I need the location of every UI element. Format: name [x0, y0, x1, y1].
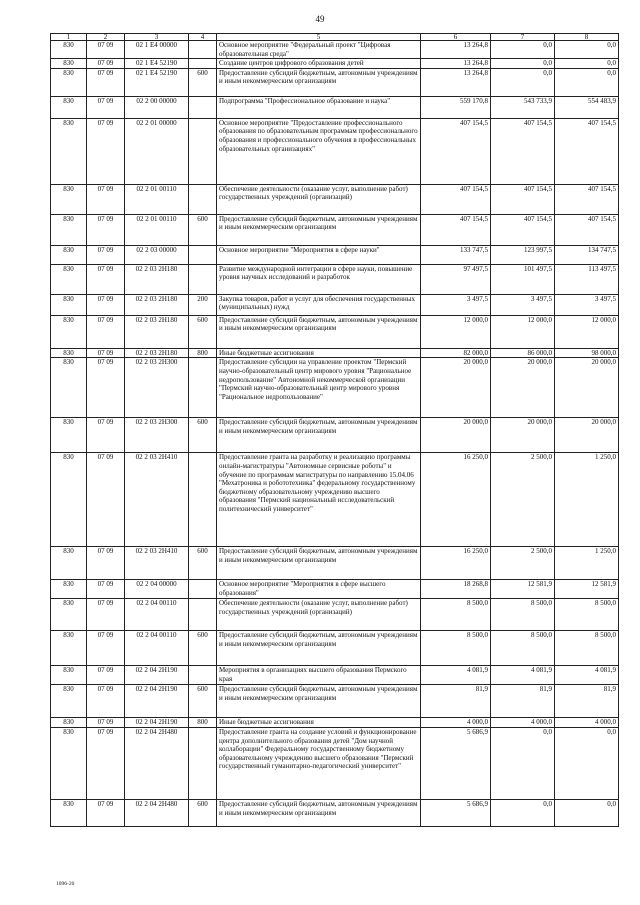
section-code-cell: 07 09: [87, 453, 125, 547]
target-article-cell: 02 2 03 2H300: [125, 358, 189, 418]
footer-code: 1096-20: [56, 881, 75, 887]
expense-type-cell: 600: [189, 547, 217, 580]
table-row: [51, 358, 619, 418]
ministry-code-cell: 830: [51, 315, 87, 348]
amount-year-1-cell: 81,9: [421, 685, 491, 718]
amount-year-3-cell: 12 581,9: [555, 580, 619, 599]
section-code-cell: 07 09: [87, 348, 125, 358]
description-cell: Иные бюджетные ассигнования: [217, 718, 421, 728]
section-code-cell: 07 09: [87, 547, 125, 580]
expense-type-cell: [189, 41, 217, 59]
ministry-code-cell: 830: [51, 184, 87, 214]
amount-year-2-cell: 8 500,0: [491, 631, 555, 666]
amount-year-2-cell: 20 000,0: [491, 358, 555, 418]
amount-year-2-cell: 407 154,5: [491, 118, 555, 184]
section-code-cell: 07 09: [87, 184, 125, 214]
table-row: [51, 580, 619, 599]
amount-year-2-cell: 12 000,0: [491, 315, 555, 348]
target-article-cell: 02 2 03 2H180: [125, 264, 189, 294]
description-cell: Основное мероприятие "Предоставление профессионального образования по образовательным программам профессионального образования и профессионального обучения в профессиональных образовательных организациях": [217, 118, 421, 184]
expense-type-cell: 600: [189, 315, 217, 348]
description-cell: Предоставление субсидий бюджетным, автономным учреждениям и иным некоммерческим организациям: [217, 685, 421, 718]
target-article-cell: 02 1 E4 52190: [125, 68, 189, 96]
amount-year-3-cell: 4 081,9: [555, 666, 619, 685]
ministry-code-cell: 830: [51, 245, 87, 264]
ministry-code-cell: 830: [51, 348, 87, 358]
amount-year-1-cell: 16 250,0: [421, 453, 491, 547]
expense-type-cell: [189, 666, 217, 685]
header-col-8: 8: [555, 34, 619, 41]
description-cell: Предоставление субсидий бюджетным, автономным учреждениям и иным некоммерческим организациям: [217, 547, 421, 580]
table-body: [51, 41, 619, 827]
section-code-cell: 07 09: [87, 631, 125, 666]
target-article-cell: 02 2 04 2H480: [125, 727, 189, 799]
ministry-code-cell: 830: [51, 727, 87, 799]
amount-year-3-cell: 0,0: [555, 799, 619, 826]
table-row: [51, 68, 619, 96]
amount-year-2-cell: 0,0: [491, 68, 555, 96]
amount-year-3-cell: 407 154,5: [555, 214, 619, 245]
target-article-cell: 02 2 00 00000: [125, 96, 189, 118]
amount-year-2-cell: 12 581,9: [491, 580, 555, 599]
description-cell: Предоставление гранта на разработку и реализацию программы онлайн-магистратуры "Автономные сервисные роботы" и обучение по программам магистратуры по направлению 15.04.06 "Мехатроника и робототехника" федеральному государственному бюджетному образовательному учреждению высшего образования "Пермский национальный исследовательский политехнический университет": [217, 453, 421, 547]
header-col-1: 1: [51, 34, 87, 41]
ministry-code-cell: 830: [51, 580, 87, 599]
amount-year-3-cell: 3 497,5: [555, 294, 619, 315]
expense-type-cell: [189, 264, 217, 294]
description-cell: Подпрограмма "Профессиональное образование и наука": [217, 96, 421, 118]
expense-type-cell: [189, 358, 217, 418]
section-code-cell: 07 09: [87, 118, 125, 184]
table-row: [51, 59, 619, 69]
amount-year-1-cell: 12 000,0: [421, 315, 491, 348]
ministry-code-cell: 830: [51, 264, 87, 294]
expense-type-cell: 600: [189, 418, 217, 453]
amount-year-2-cell: 81,9: [491, 685, 555, 718]
amount-year-3-cell: 20 000,0: [555, 418, 619, 453]
table-row: [51, 685, 619, 718]
ministry-code-cell: 830: [51, 59, 87, 69]
target-article-cell: 02 2 03 2H300: [125, 418, 189, 453]
amount-year-1-cell: 407 154,5: [421, 118, 491, 184]
amount-year-1-cell: 8 500,0: [421, 599, 491, 631]
description-cell: Основное мероприятие "Мероприятия в сфере высшего образования": [217, 580, 421, 599]
amount-year-1-cell: 5 686,9: [421, 799, 491, 826]
section-code-cell: 07 09: [87, 264, 125, 294]
amount-year-2-cell: 101 497,5: [491, 264, 555, 294]
ministry-code-cell: 830: [51, 599, 87, 631]
header-col-3: 3: [125, 34, 189, 41]
expense-type-cell: [189, 599, 217, 631]
description-cell: Предоставление субсидий бюджетным, автономным учреждениям и иным некоммерческим организациям: [217, 68, 421, 96]
table-row: [51, 41, 619, 59]
amount-year-1-cell: 4 000,0: [421, 718, 491, 728]
amount-year-1-cell: 5 686,9: [421, 727, 491, 799]
expense-type-cell: [189, 580, 217, 599]
description-cell: Предоставление субсидий бюджетным, автономным учреждениям и иным некоммерческим организациям: [217, 631, 421, 666]
section-code-cell: 07 09: [87, 214, 125, 245]
amount-year-2-cell: 407 154,5: [491, 214, 555, 245]
description-cell: Создание центров цифрового образования детей: [217, 59, 421, 69]
page-number: 49: [315, 14, 325, 24]
expense-type-cell: 600: [189, 799, 217, 826]
description-cell: Основное мероприятие "Мероприятия в сфере науки": [217, 245, 421, 264]
target-article-cell: 02 2 04 2H480: [125, 799, 189, 826]
target-article-cell: 02 2 01 00110: [125, 184, 189, 214]
header-col-4: 4: [189, 34, 217, 41]
amount-year-3-cell: 12 000,0: [555, 315, 619, 348]
expense-type-cell: 600: [189, 68, 217, 96]
target-article-cell: 02 2 04 00000: [125, 580, 189, 599]
section-code-cell: 07 09: [87, 718, 125, 728]
table-row: [51, 727, 619, 799]
target-article-cell: 02 2 04 2H190: [125, 718, 189, 728]
amount-year-1-cell: 20 000,0: [421, 358, 491, 418]
target-article-cell: 02 2 03 2H410: [125, 453, 189, 547]
expense-type-cell: [189, 96, 217, 118]
section-code-cell: 07 09: [87, 666, 125, 685]
target-article-cell: 02 2 03 2H180: [125, 294, 189, 315]
expense-type-cell: [189, 453, 217, 547]
table-row: [51, 799, 619, 826]
target-article-cell: 02 1 E4 00000: [125, 41, 189, 59]
section-code-cell: 07 09: [87, 68, 125, 96]
amount-year-3-cell: 8 500,0: [555, 631, 619, 666]
section-code-cell: 07 09: [87, 685, 125, 718]
section-code-cell: 07 09: [87, 245, 125, 264]
target-article-cell: 02 2 04 00110: [125, 599, 189, 631]
section-code-cell: 07 09: [87, 41, 125, 59]
expense-type-cell: [189, 59, 217, 69]
description-cell: Предоставление гранта на создание условий и функционирование центра дополнительного образования детей "Дом научной коллаборации" Федеральному государственному бюджетному образовательному учреждению высшего образования "Пермский государственный гуманитарно-педагогический университет": [217, 727, 421, 799]
ministry-code-cell: 830: [51, 358, 87, 418]
amount-year-2-cell: 407 154,5: [491, 184, 555, 214]
table-row: [51, 294, 619, 315]
table-row: [51, 453, 619, 547]
target-article-cell: 02 2 03 00000: [125, 245, 189, 264]
description-cell: Предоставление субсидий бюджетным, автономным учреждениям и иным некоммерческим организациям: [217, 799, 421, 826]
expense-type-cell: 600: [189, 214, 217, 245]
ministry-code-cell: 830: [51, 118, 87, 184]
table-row: [51, 118, 619, 184]
table-row: [51, 599, 619, 631]
target-article-cell: 02 2 04 2H190: [125, 685, 189, 718]
ministry-code-cell: 830: [51, 685, 87, 718]
section-code-cell: 07 09: [87, 580, 125, 599]
amount-year-3-cell: 134 747,5: [555, 245, 619, 264]
amount-year-3-cell: 20 000,0: [555, 358, 619, 418]
description-cell: Развитие международной интеграции в сфере науки, повышение уровня научных исследований и разработок: [217, 264, 421, 294]
ministry-code-cell: 830: [51, 666, 87, 685]
amount-year-1-cell: 13 264,8: [421, 59, 491, 69]
ministry-code-cell: 830: [51, 68, 87, 96]
section-code-cell: 07 09: [87, 315, 125, 348]
amount-year-1-cell: 407 154,5: [421, 184, 491, 214]
amount-year-2-cell: 2 500,0: [491, 547, 555, 580]
amount-year-2-cell: 123 997,5: [491, 245, 555, 264]
amount-year-2-cell: 86 000,0: [491, 348, 555, 358]
amount-year-3-cell: 407 154,5: [555, 184, 619, 214]
header-col-5: 5: [217, 34, 421, 41]
table-row: [51, 184, 619, 214]
amount-year-2-cell: 3 497,5: [491, 294, 555, 315]
amount-year-2-cell: 0,0: [491, 41, 555, 59]
expense-type-cell: [189, 118, 217, 184]
description-cell: Предоставление субсидий бюджетным, автономным учреждениям и иным некоммерческим организациям: [217, 418, 421, 453]
description-cell: Предоставление субсидии на управление проектом "Пермский научно-образовательный центр мирового уровня "Рациональное недропользование" Автономной некоммерческой организации "Пермский научно-образовательный центр мирового уровня "Рациональное недропользование": [217, 358, 421, 418]
ministry-code-cell: 830: [51, 294, 87, 315]
amount-year-2-cell: 20 000,0: [491, 418, 555, 453]
header-col-6: 6: [421, 34, 491, 41]
ministry-code-cell: 830: [51, 799, 87, 826]
table-row: [51, 245, 619, 264]
amount-year-1-cell: 8 500,0: [421, 631, 491, 666]
amount-year-3-cell: 1 250,0: [555, 547, 619, 580]
amount-year-2-cell: 4 000,0: [491, 718, 555, 728]
description-cell: Обеспечение деятельности (оказание услуг, выполнение работ) государственных учреждений (организаций): [217, 599, 421, 631]
section-code-cell: 07 09: [87, 96, 125, 118]
description-cell: Предоставление субсидий бюджетным, автономным учреждениям и иным некоммерческим организациям: [217, 214, 421, 245]
amount-year-3-cell: 0,0: [555, 41, 619, 59]
expense-type-cell: 800: [189, 348, 217, 358]
amount-year-1-cell: 20 000,0: [421, 418, 491, 453]
ministry-code-cell: 830: [51, 214, 87, 245]
header-col-7: 7: [491, 34, 555, 41]
table-row: [51, 348, 619, 358]
target-article-cell: 02 2 04 2H190: [125, 666, 189, 685]
table-row: [51, 214, 619, 245]
table-row: [51, 666, 619, 685]
ministry-code-cell: 830: [51, 96, 87, 118]
target-article-cell: 02 2 01 00110: [125, 214, 189, 245]
amount-year-1-cell: 407 154,5: [421, 214, 491, 245]
amount-year-2-cell: 0,0: [491, 799, 555, 826]
amount-year-2-cell: 0,0: [491, 59, 555, 69]
header-col-2: 2: [87, 34, 125, 41]
amount-year-1-cell: 18 268,8: [421, 580, 491, 599]
table-row: [51, 418, 619, 453]
amount-year-3-cell: 0,0: [555, 68, 619, 96]
target-article-cell: 02 2 03 2H410: [125, 547, 189, 580]
amount-year-1-cell: 13 264,8: [421, 41, 491, 59]
amount-year-3-cell: 8 500,0: [555, 599, 619, 631]
amount-year-3-cell: 407 154,5: [555, 118, 619, 184]
amount-year-1-cell: 3 497,5: [421, 294, 491, 315]
amount-year-3-cell: 4 000,0: [555, 718, 619, 728]
amount-year-2-cell: 4 081,9: [491, 666, 555, 685]
target-article-cell: 02 1 E4 52190: [125, 59, 189, 69]
description-cell: Закупка товаров, работ и услуг для обеспечения государственных (муниципальных) нужд: [217, 294, 421, 315]
section-code-cell: 07 09: [87, 799, 125, 826]
target-article-cell: 02 2 01 00000: [125, 118, 189, 184]
expense-type-cell: 800: [189, 718, 217, 728]
amount-year-1-cell: 4 081,9: [421, 666, 491, 685]
ministry-code-cell: 830: [51, 418, 87, 453]
amount-year-3-cell: 98 000,0: [555, 348, 619, 358]
amount-year-3-cell: 1 250,0: [555, 453, 619, 547]
budget-table: [50, 33, 619, 827]
description-cell: Мероприятия в организациях высшего образования Пермского края: [217, 666, 421, 685]
expense-type-cell: [189, 727, 217, 799]
table-row: [51, 547, 619, 580]
header-row: [51, 34, 619, 41]
amount-year-2-cell: 543 733,9: [491, 96, 555, 118]
section-code-cell: 07 09: [87, 294, 125, 315]
amount-year-3-cell: 113 497,5: [555, 264, 619, 294]
amount-year-3-cell: 0,0: [555, 59, 619, 69]
amount-year-1-cell: 82 000,0: [421, 348, 491, 358]
amount-year-2-cell: 2 500,0: [491, 453, 555, 547]
expense-type-cell: 200: [189, 294, 217, 315]
description-cell: Обеспечение деятельности (оказание услуг, выполнение работ) государственных учреждений (организаций): [217, 184, 421, 214]
section-code-cell: 07 09: [87, 418, 125, 453]
target-article-cell: 02 2 03 2H180: [125, 348, 189, 358]
table-row: [51, 315, 619, 348]
expense-type-cell: [189, 245, 217, 264]
ministry-code-cell: 830: [51, 41, 87, 59]
table-row: [51, 718, 619, 728]
table-row: [51, 631, 619, 666]
amount-year-1-cell: 16 250,0: [421, 547, 491, 580]
expense-type-cell: 600: [189, 685, 217, 718]
description-cell: Предоставление субсидий бюджетным, автономным учреждениям и иным некоммерческим организациям: [217, 315, 421, 348]
amount-year-1-cell: 559 170,8: [421, 96, 491, 118]
amount-year-3-cell: 554 483,9: [555, 96, 619, 118]
expense-type-cell: 600: [189, 631, 217, 666]
target-article-cell: 02 2 04 00110: [125, 631, 189, 666]
ministry-code-cell: 830: [51, 453, 87, 547]
description-cell: Основное мероприятие "Федеральный проект "Цифровая образовательная среда": [217, 41, 421, 59]
ministry-code-cell: 830: [51, 718, 87, 728]
table-row: [51, 96, 619, 118]
section-code-cell: 07 09: [87, 727, 125, 799]
ministry-code-cell: 830: [51, 631, 87, 666]
amount-year-1-cell: 97 497,5: [421, 264, 491, 294]
expense-type-cell: [189, 184, 217, 214]
table-row: [51, 264, 619, 294]
amount-year-1-cell: 133 747,5: [421, 245, 491, 264]
section-code-cell: 07 09: [87, 599, 125, 631]
section-code-cell: 07 09: [87, 59, 125, 69]
amount-year-2-cell: 8 500,0: [491, 599, 555, 631]
description-cell: Иные бюджетные ассигнования: [217, 348, 421, 358]
ministry-code-cell: 830: [51, 547, 87, 580]
amount-year-2-cell: 0,0: [491, 727, 555, 799]
amount-year-3-cell: 0,0: [555, 727, 619, 799]
amount-year-1-cell: 13 264,8: [421, 68, 491, 96]
target-article-cell: 02 2 03 2H180: [125, 315, 189, 348]
amount-year-3-cell: 81,9: [555, 685, 619, 718]
section-code-cell: 07 09: [87, 358, 125, 418]
